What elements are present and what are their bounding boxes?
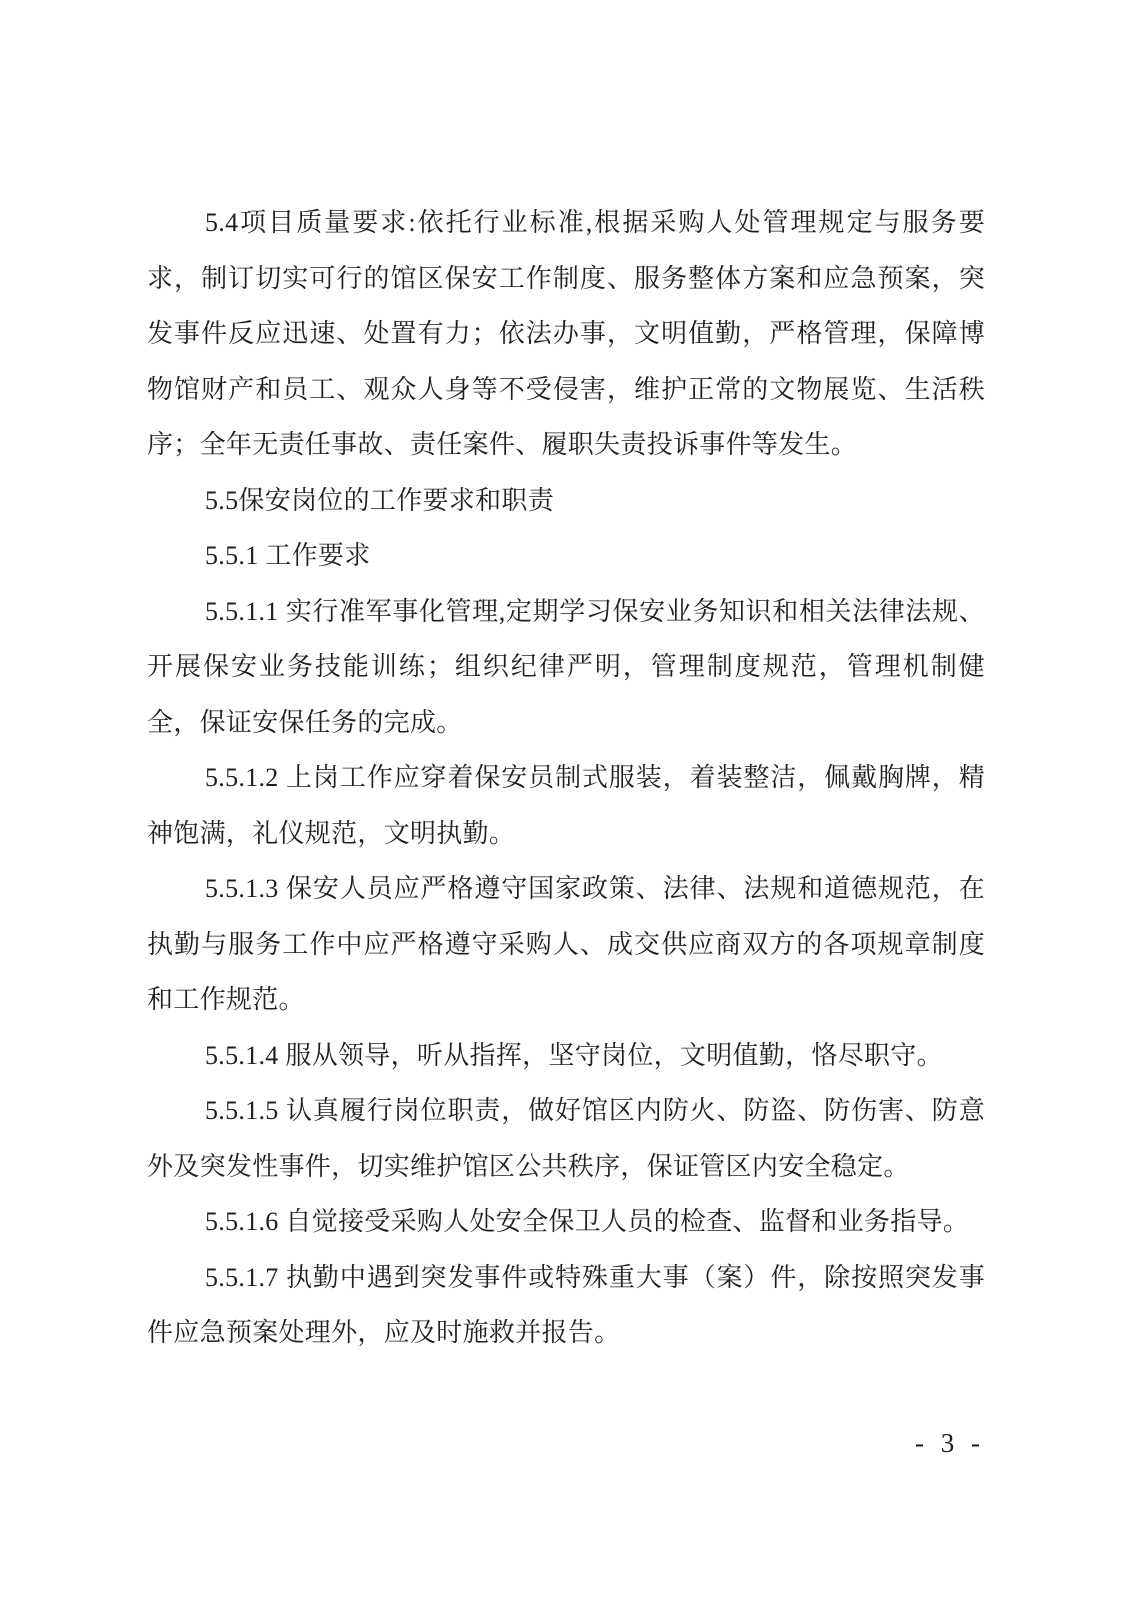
document-body — [147, 195, 985, 1361]
para-5-5-1-6: 5.5.1.6 自觉接受采购人处安全保卫人员的检查、监督和业务指导。 — [205, 1207, 970, 1236]
para-5-5-1-5: 5.5.1.5 认真履行岗位职责，做好馆区内防火、防盗、防伤害、防意外及突发性事件，切实维护馆区公共秩序，保证管区内安全稳定。 — [147, 1096, 985, 1181]
page-number: - 3 - — [915, 1428, 985, 1458]
para-5-5-1-3: 5.5.1.3 保安人员应严格遵守国家政策、法律、法规和道德规范，在执勤与服务工作中应严格遵守采购人、成交供应商双方的各项规章制度和工作规范。 — [147, 874, 985, 1014]
heading-5-5-1: 5.5.1 工作要求 — [205, 541, 371, 570]
para-5-5-1-2: 5.5.1.2 上岗工作应穿着保安员制式服装，着装整洁，佩戴胸牌，精神饱满，礼仪规范，文明执勤。 — [147, 763, 985, 848]
para-5-5-1-7: 5.5.1.7 执勤中遇到突发事件或特殊重大事（案）件，除按照突发事件应急预案处理外，应及时施救并报告。 — [147, 1262, 985, 1347]
heading-5-5: 5.5保安岗位的工作要求和职责 — [205, 485, 555, 515]
para-5-4: 5.4项目质量要求:依托行业标准,根据采购人处管理规定与服务要求，制订切实可行的馆区保安工作制度、服务整体方案和应急预案，突发事件反应迅速、处置有力；依法办事，文明值勤，严格管理，保障博物馆财产和员工、观众人身等不受侵害，维护正常的文物展览、生活秩序；全年无责任事故、责任案件、履职失责投诉事件等发生。 — [147, 208, 985, 459]
para-5-5-1-1: 5.5.1.1 实行准军事化管理,定期学习保安业务知识和相关法律法规、开展保安业务技能训练；组织纪律严明，管理制度规范，管理机制健全，保证安保任务的完成。 — [147, 596, 985, 737]
para-5-5-1-4: 5.5.1.4 服从领导，听从指挥，坚守岗位，文明值勤，恪尽职守。 — [205, 1040, 943, 1070]
